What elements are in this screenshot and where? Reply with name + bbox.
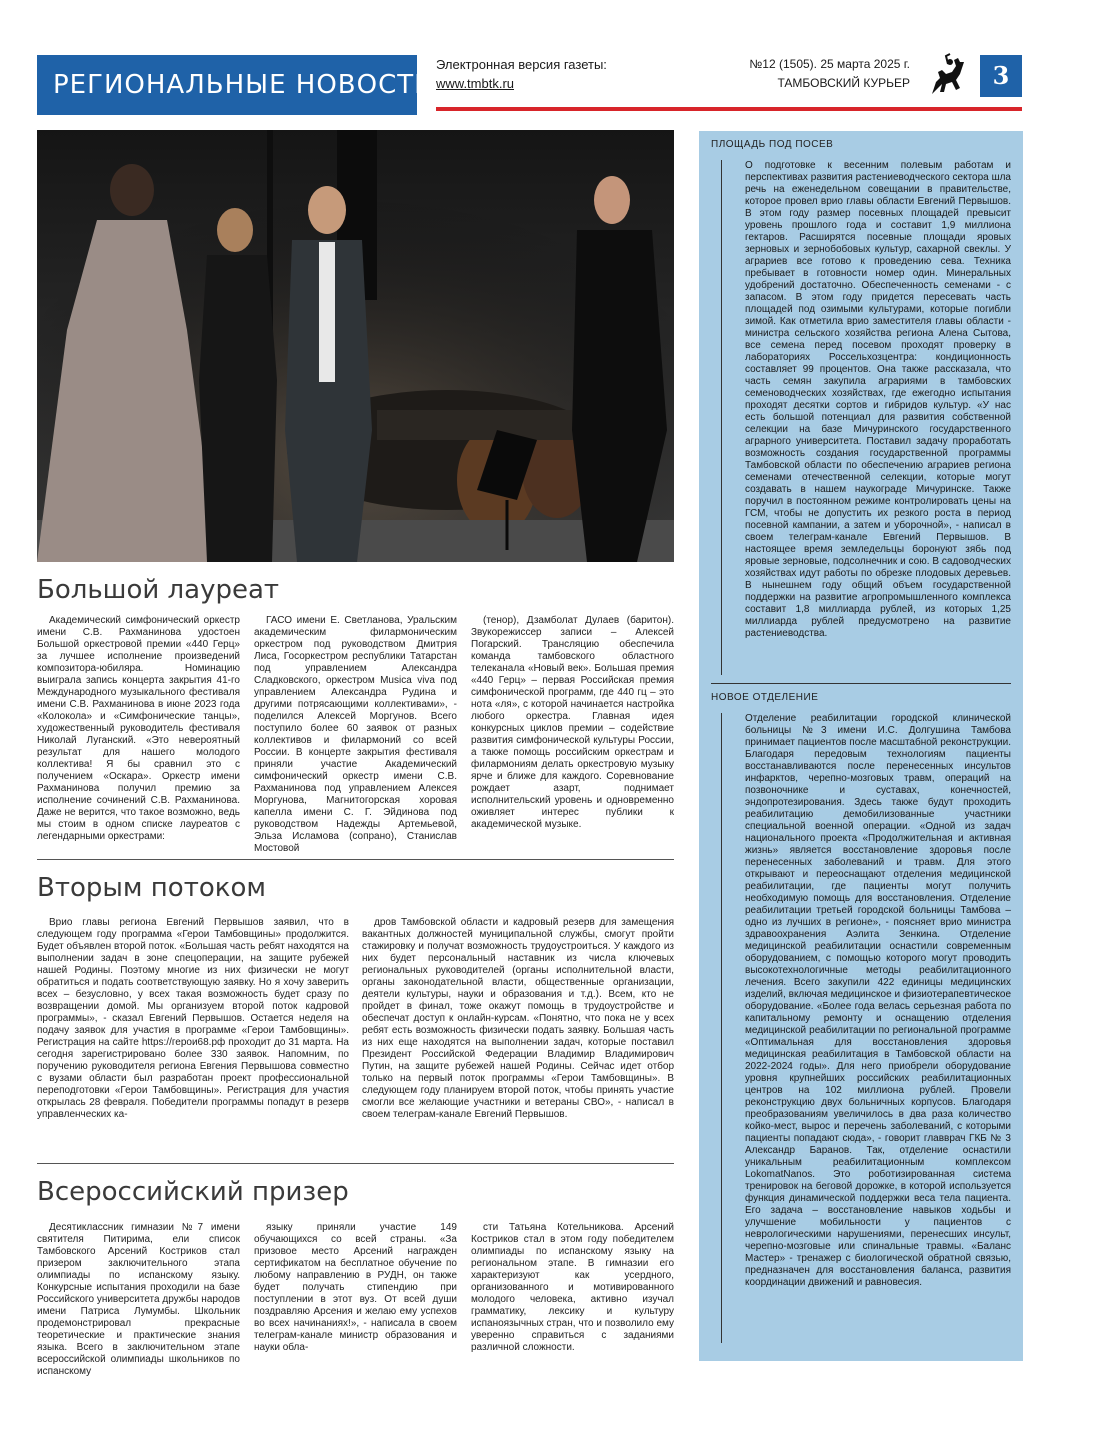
edition-label: Электронная версия газеты: — [436, 57, 607, 72]
article-column — [254, 615, 457, 854]
page-number: 3 — [980, 55, 1022, 97]
horse-rider-logo-icon — [926, 52, 968, 98]
article-divider — [37, 859, 674, 860]
article-title-prizewinner: Всероссийский призер — [37, 1177, 349, 1207]
news-sidebar — [699, 131, 1023, 1361]
concert-photo — [37, 130, 674, 562]
article-text: Академический симфонический оркестр имени С.В. Рахманинова удостоен Большой оркестровой премии «440 Герц» за лучшее исполнение произведений композитора-юбиляра. Номинацию выиграла запись концерта закрытия 41-го Международного музыкального фестиваля имени С.В. Рахманинова в июне 2023 года «Колокола» и «Симфонические танцы», художественный руководитель фестиваля Николай Луганский. «Это невероятный результат для нашего молодого коллектива! Я бы сравнил это с получением «Оскара». Оркестр имени Рахманинова получил премию за исполнение сочинений С.В. Рахманинова. Даже не верится, что такое возможно, ведь мы стоим в одном списке лауреатов с легендарными оркестрами: — [37, 615, 240, 842]
article-column — [471, 615, 674, 845]
paper-name: ТАМБОВСКИЙ КУРЬЕР — [777, 76, 910, 90]
edition-info — [436, 55, 607, 93]
sidebar-text-department: Отделение реабилитации городской клинической больницы №3 имени И.С. Долгушина Тамбова принимает пациентов после масштабной реконструкции. Благодаря передовым технологиям пациенты восстанавливаются после перенесенных инсультов инфарктов, черепно-мозговых травм, операций на позвоночнике и суставах, конечностей, эндопротезирования. Здесь также будут проходить реабилитацию демобилизованные участники специальной военной операции. «Одной из задач национального проекта «Продолжительная и активная жизнь» является восстановление здоровья после перенесенных заболеваний и травм. Для этого открывают и переоснащают отделения медицинской реабилитации, где пациенты могут получить необходимую помощь для восстановления. Отделение реабилитации третьей городской больницы Тамбова – одно из лучших в регионе», - поясняет врио министра здравоохранения Аэлита Зенкина. Отделение медицинской реабилитации оснастили современным оборудованием, с помощью которого могут проводить высокотехнологичные методы реабилитационного лечения. Всего закупили 422 единицы медицинских изделий, включая медицинское и физиотерапевтическое оборудование. «Более года велась серьезная работа по капитальному ремонту и оснащению отделения медицинской реабилитации по региональной программе «Оптимальная для восстановления здоровья медицинская реабилитация в Тамбовской области на 2022-2024 годы». Для него приобрели оборудование уровня крупнейших российских реабилитационных центров на 102 миллиона рублей. Провели реконструкцию двух больничных корпусов. Благодаря преобразованиям увеличилось в два раза количество койко-мест, вырос и перечень заболеваний, с которыми пациенты попадают сюда», - говорит главврач ГКБ № 3 Александр Баранов. Так, отделение оснастили уникальным реабилитационным комплексом LokomatNanos. Это роботизированная система тренировок на беговой дорожке, в которой используется функция динамической поддержки веса тела пациента. Его задача – восстановление навыков ходьбы и улучшение мобильности у пациентов с неврологическими нарушениями, перенесших инсульт, черепно-мозговые или спинальные травмы. «Баланс Мастер» - тренажер с биологической обратной связью, предназначен для восстановления баланса, развития координации движений и равновесия. — [721, 713, 1011, 1343]
section-rubric: РЕГИОНАЛЬНЫЕ НОВОСТИ — [37, 55, 417, 115]
site-link[interactable]: www.tmbtk.ru — [436, 76, 515, 91]
article-text: Врио главы региона Евгений Первышов заявил, что в следующем году программа «Герои Тамбовщины» продолжится. Будет объявлен второй поток. «Большая часть ребят находятся на выполнении задач в зоне спецоперации, на защите рубежей нашей Родины. Поэтому многие из них физически не могут обратиться и подать соответствующую заявку. Но я хочу заверить всех – безусловно, у всех такая возможность будет сразу по возвращении домой. Мы организуем второй поток кадровой программы», - сказал Евгений Первышов. Остается неделя на подачу заявок для участия в программе «Герои Тамбовщины». Регистрация на сайте https://герои68.рф проходит до 31 марта. На сегодня зарегистрировано более 330 заявок. Напомним, по поручению руководителя региона Евгения Первышова совместно с вузами области был разработан проект профессиональной переподготовки «Герои Тамбовщины». Регистрация для участия открылась 28 февраля. Победители программы попадут в резерв управленческих ка- — [37, 917, 349, 1120]
article-title-second-wave: Вторым потоком — [37, 873, 266, 903]
article-column — [471, 1222, 674, 1362]
article-text: Десятиклассник гимназии №7 имени святителя Питирима, ели список Тамбовского Арсений Костриков стал призером заключительного этапа олимпиады по испанскому языку. Конкурсные испытания проходили на базе Российского университета дружбы народов имени Патриса Лумумбы. Школьник продемонстрировал прекрасные теоретические и практические знания языка. Всего в заключительном этапе всероссийской олимпиады школьников по испанскому — [37, 1222, 240, 1377]
article-body-prizewinner — [37, 1222, 674, 1377]
article-column — [254, 1222, 457, 1362]
article-text: сти Татьяна Котельникова. Арсений Костриков стал в этом году победителем олимпиады по испанскому языку на региональном этапе. В гимназии его характеризуют как усердного, организованного и мотивированного молодого человека, активно изучал грамматику, лексику и культуру испаноязычных стран, что и позволило ему уверенно справиться с заданиями различной сложности. — [471, 1222, 674, 1353]
sidebar-divider — [711, 683, 1011, 684]
issue-number: №12 (1505). 25 марта 2025 г. — [749, 57, 910, 71]
article-text: ГАСО имени Е. Светланова, Уральским академическим филармоническим оркестром под руководством Дмитрия Лиса, Госоркестром республики Татарстан под управлением Александра Сладковского, оркестром Musica viva под управлением Александра Рудина и другими потрясающими коллективами», - поделился Алексей Моргунов. Всего поступило более 60 заявок от разных коллективов и филармоний со всей России. В концерте закрытия фестиваля приняли участие Академический симфонический оркестр имени С.В. Рахманинова под управлением Алексея Моргунова, Магнитогорская хоровая капелла имени С. Г. Эйдинова под руководством Надежды Артемьевой, Эльза Исламова (сопрано), Станислав Мостовой — [254, 615, 457, 854]
sidebar-heading-sowing: ПЛОЩАДЬ ПОД ПОСЕВ — [711, 139, 834, 150]
article-text: (тенор), Дзамболат Дулаев (баритон). Звукорежиссер записи – Алексей Погарский. Трансляцию обеспечила команда тамбовского областного телеканала «Новый век». Большая премия «440 Герц» – первая Российская премия симфонической программ, где 440 гц – это нота «ля», с которой начинается настройка любого оркестра. Главная идея конкурсных циклов премии – содействие развития симфонической культуры России, а также помощь российским оркестрам и филармониям делать оркестровую музыку ярче и ближе для каждого. Соревнование рождает азарт, поднимает исполнительский уровень и одновременно оживляет интерес публики к академической музыке. — [471, 615, 674, 830]
header-rule — [436, 107, 1022, 111]
article-text: дров Тамбовской области и кадровый резерв для замещения вакантных должностей муниципальной службы, смогут пройти стажировку и получат возможность трудоустроиться. У каждого из них будет персональный наставник из числа ключевых региональных руководителей (органы исполнительной власти, органы законодательной власти, общественные организации, деятели культуры, науки и образования и т.д.). Всем, кто не пройдет в финал, тоже окажут помощь в трудоустройстве и обеспечат доступ к онлайн-курсам. «Понятно, что пока не у всех ребят есть возможность физически подать заявку. Большая часть из них еще находятся на выполнении задач, которые поставил Президент Российской Федерации Владимир Владимирович Путин, на защите рубежей нашей Родины. Сейчас идет отбор только на первый поток программы «Герои Тамбовщины». В следующем году планируем второй поток, чтобы принять участие смогли все желающие участники и ветераны СВО», - написал в своем телеграм-канале Евгений Первышов. — [362, 917, 674, 1120]
article-divider — [37, 1163, 674, 1164]
article-column — [362, 917, 674, 1147]
sidebar-heading-department: НОВОЕ ОТДЕЛЕНИЕ — [711, 692, 819, 703]
issue-info — [749, 55, 910, 93]
article-body-laureate — [37, 615, 674, 854]
article-column — [37, 917, 349, 1147]
article-column — [37, 1222, 240, 1377]
article-title-laureate: Большой лауреат — [37, 575, 280, 605]
article-text: языку приняли участие 149 обучающихся со всей страны. «За призовое место Арсений награжден сертификатом на бесплатное обучение по любому направлению в РУДН, он также будет получать стипендию при поступлении в этот вуз. От всей души поздравляю Арсения и желаю ему успехов во всех начинаниях!», - написала в своем телеграм-канале министр образования и науки обла- — [254, 1222, 457, 1353]
article-column — [37, 615, 240, 845]
article-body-second-wave — [37, 917, 674, 1147]
sidebar-text-sowing: О подготовке к весенним полевым работам и перспективах развития растениеводческого сектора шла речь на еженедельном совещании в правительстве, которое провел врио главы области Евгений Первышов. В этом году размер посевных площадей превысит уровень прошлого года и составит 1,9 миллиона гектаров. Расширятся посевные площади яровых зерновых и зернобобовых культур, сахарной свеклы. У аграриев все готово к проведению сева. Техника пребывает в готовности номер один. Минеральных удобрений достаточно. Обеспеченность семенами - с запасом. В этом году придется пересевать часть площадей под озимыми культурами, которые погибли зимой. Как отметила врио заместителя главы области - министра сельского хозяйства региона Алена Сытова, все семена перед посевом проходят проверку в лабораториях Россельхозцентра: кондиционность составляет 99 процентов. Она также рассказала, что часть семян закупила аграриями в тамбовских семеноводческих хозяйствах, где ежегодно испытания проходят десятки сортов и гибридов культур. «У нас есть большой потенциал для развития собственной селекции на базе Мичуринского государственного аграрного университета. Поставил задачу проработать возможность создания государственной программы Тамбовской области по обеспечению аграриев региона семенами отечественной селекции, которые могут создавать в нашем наукограде Мичуринске. Также поручил в постоянном режиме контролировать цены на ГСМ, чтобы не допустить их резкого роста в период посевной кампании, а затем и уборочной», - написал в своем телеграм-канале Евгений Первышов. В настоящее время земледельцы боронуют зябь под яровые зерновые, подсолнечник и сою. В садоводческих хозяйствах идут работы по обрезке плодовых деревьев. В нынешнем году общий объем государственной поддержки на развитие агропромышленного комплекса составит 1,8 миллиарда рублей, из которых 1,25 миллиарда рублей предусмотрено на развитие растениеводства. — [721, 160, 1011, 675]
